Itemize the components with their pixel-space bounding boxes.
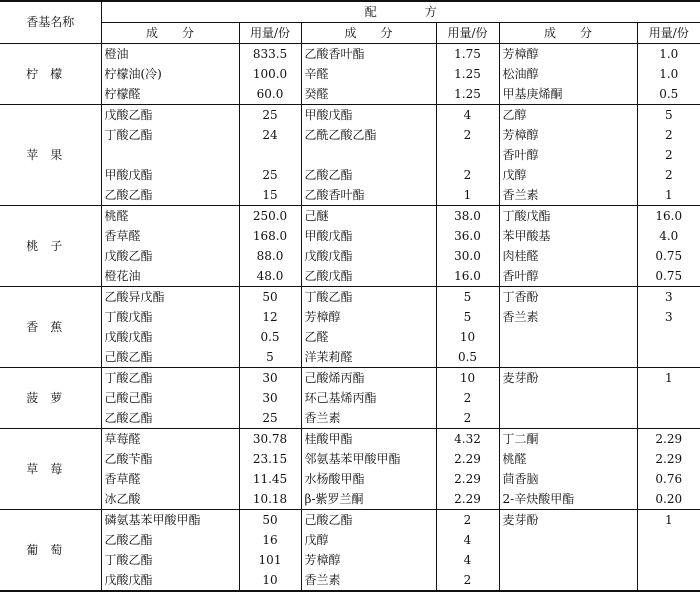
amount-cell: 2 <box>436 570 499 591</box>
fragrance-name: 香蕉 <box>0 287 101 368</box>
amount-cell: 0.76 <box>637 469 700 489</box>
amount-cell: 25 <box>239 408 301 429</box>
fragrance-name: 苹果 <box>0 105 101 206</box>
amount-cell: 88.0 <box>239 246 301 266</box>
component-cell: 戊酸戊酯 <box>101 327 239 347</box>
table-row <box>0 368 700 389</box>
table-row <box>0 550 700 570</box>
table-row <box>0 266 700 287</box>
amount-cell: 30 <box>239 368 301 389</box>
component-cell <box>499 550 637 570</box>
amount-header-2: 用量/份 <box>436 23 499 44</box>
table-row <box>0 84 700 105</box>
amount-cell <box>637 388 700 408</box>
table-row <box>0 449 700 469</box>
amount-cell: 3 <box>637 287 700 308</box>
component-cell: 2-辛炔酸甲酯 <box>499 489 637 510</box>
component-cell: 乙酸戊酯 <box>301 266 436 287</box>
component-cell: 己酸己酯 <box>101 388 239 408</box>
amount-cell: 250.0 <box>239 206 301 227</box>
amount-cell: 2 <box>436 125 499 145</box>
amount-cell: 0.5 <box>436 347 499 368</box>
amount-cell: 1 <box>637 185 700 206</box>
component-cell: 肉桂醛 <box>499 246 637 266</box>
amount-cell: 4 <box>436 105 499 126</box>
amount-cell: 1.0 <box>637 44 700 65</box>
amount-cell: 0.20 <box>637 489 700 510</box>
table-row <box>0 145 700 165</box>
component-cell: 苯甲酸基 <box>499 226 637 246</box>
amount-cell: 25 <box>239 105 301 126</box>
table-row <box>0 408 700 429</box>
component-cell: 乙酸香叶酯 <box>301 44 436 65</box>
component-cell <box>499 530 637 550</box>
amount-cell: 2.29 <box>436 449 499 469</box>
component-cell: 芳樟醇 <box>301 307 436 327</box>
component-cell: 香叶醇 <box>499 145 637 165</box>
component-cell: 丁酸乙酯 <box>101 368 239 389</box>
component-cell: 桂酸甲酯 <box>301 429 436 450</box>
amount-cell: 38.0 <box>436 206 499 227</box>
amount-cell: 0.5 <box>637 84 700 105</box>
component-cell: 丁酸乙酯 <box>301 287 436 308</box>
fragrance-name: 草莓 <box>0 429 101 510</box>
component-cell: 戊醇 <box>301 530 436 550</box>
amount-cell: 2.29 <box>436 489 499 510</box>
amount-cell: 30 <box>239 388 301 408</box>
component-cell: 己酸乙酯 <box>101 347 239 368</box>
amount-cell: 30.0 <box>436 246 499 266</box>
amount-cell: 16.0 <box>436 266 499 287</box>
component-cell: 芳樟醇 <box>301 550 436 570</box>
component-cell: 磷氨基苯甲酸甲酯 <box>101 510 239 531</box>
amount-cell: 10 <box>239 570 301 591</box>
amount-cell: 1 <box>637 510 700 531</box>
component-cell: 戊酸戊酯 <box>301 246 436 266</box>
component-cell: 柠檬醛 <box>101 84 239 105</box>
component-cell: 茴香脑 <box>499 469 637 489</box>
component-cell <box>499 570 637 591</box>
amount-cell: 101 <box>239 550 301 570</box>
component-cell: β-紫罗兰酮 <box>301 489 436 510</box>
component-cell: 芳樟醇 <box>499 44 637 65</box>
amount-cell: 0.75 <box>637 246 700 266</box>
component-cell: 甲酸戊酯 <box>301 226 436 246</box>
component-cell: 辛醛 <box>301 64 436 84</box>
table-row <box>0 206 700 227</box>
component-cell: 乙酸异戊酯 <box>101 287 239 308</box>
amount-cell: 1 <box>637 368 700 389</box>
amount-cell: 2 <box>436 388 499 408</box>
amount-cell: 10.18 <box>239 489 301 510</box>
amount-cell: 60.0 <box>239 84 301 105</box>
header-row-1 <box>0 1 700 23</box>
amount-cell: 2 <box>637 125 700 145</box>
amount-cell: 1.75 <box>436 44 499 65</box>
amount-cell: 0.5 <box>239 327 301 347</box>
component-cell <box>499 347 637 368</box>
table-row <box>0 327 700 347</box>
table-row <box>0 489 700 510</box>
component-cell: 香叶醇 <box>499 266 637 287</box>
table-row <box>0 64 700 84</box>
table-row <box>0 226 700 246</box>
component-cell <box>101 145 239 165</box>
amount-cell: 2 <box>436 165 499 185</box>
component-cell <box>301 145 436 165</box>
amount-cell: 12 <box>239 307 301 327</box>
amount-cell <box>637 530 700 550</box>
component-header-3: 成 分 <box>499 23 637 44</box>
component-header-1: 成 分 <box>101 23 239 44</box>
component-cell: 橙油 <box>101 44 239 65</box>
amount-cell: 4.0 <box>637 226 700 246</box>
amount-header-3: 用量/份 <box>637 23 700 44</box>
component-header-2: 成 分 <box>301 23 436 44</box>
component-cell: 香兰素 <box>499 185 637 206</box>
amount-cell: 4 <box>436 530 499 550</box>
component-cell: 麦芽酚 <box>499 510 637 531</box>
component-cell <box>499 408 637 429</box>
table-row <box>0 246 700 266</box>
component-cell: 乙酸乙酯 <box>101 185 239 206</box>
amount-cell: 10 <box>436 368 499 389</box>
fragrance-name: 柠檬 <box>0 44 101 105</box>
amount-cell <box>637 550 700 570</box>
amount-cell <box>637 408 700 429</box>
table-row <box>0 165 700 185</box>
amount-cell: 15 <box>239 185 301 206</box>
component-cell: 丁酸戊酯 <box>499 206 637 227</box>
component-cell: 香兰素 <box>301 570 436 591</box>
amount-cell <box>637 570 700 591</box>
amount-cell: 1.25 <box>436 64 499 84</box>
component-cell: 橙花油 <box>101 266 239 287</box>
amount-cell: 50 <box>239 287 301 308</box>
amount-cell: 25 <box>239 165 301 185</box>
table-row <box>0 44 700 65</box>
component-cell: 松油醇 <box>499 64 637 84</box>
amount-cell <box>637 347 700 368</box>
amount-cell: 2.29 <box>436 469 499 489</box>
component-cell: 甲酸戊酯 <box>301 105 436 126</box>
component-cell: 柠檬油(冷) <box>101 64 239 84</box>
amount-cell: 36.0 <box>436 226 499 246</box>
amount-cell: 11.45 <box>239 469 301 489</box>
amount-cell: 2 <box>436 408 499 429</box>
component-cell: 香草醛 <box>101 469 239 489</box>
table-row <box>0 469 700 489</box>
component-cell: 桃醛 <box>101 206 239 227</box>
fragrance-name: 桃子 <box>0 206 101 287</box>
component-cell: 邻氨基苯甲酸甲酯 <box>301 449 436 469</box>
component-cell: 草莓醛 <box>101 429 239 450</box>
component-cell: 丁二酮 <box>499 429 637 450</box>
amount-cell <box>239 145 301 165</box>
amount-cell: 1.0 <box>637 64 700 84</box>
component-cell: 麦芽酚 <box>499 368 637 389</box>
component-cell: 环己基烯丙酯 <box>301 388 436 408</box>
amount-cell: 1 <box>436 185 499 206</box>
amount-cell: 10 <box>436 327 499 347</box>
component-cell: 戊酸戊酯 <box>101 570 239 591</box>
component-cell: 乙酸乙酯 <box>301 165 436 185</box>
table-row <box>0 125 700 145</box>
component-cell: 乙酸香叶酯 <box>301 185 436 206</box>
component-cell: 戊酸乙酯 <box>101 246 239 266</box>
amount-cell: 1.25 <box>436 84 499 105</box>
table-row <box>0 388 700 408</box>
component-cell: 乙酰乙酸乙酯 <box>301 125 436 145</box>
amount-cell: 5 <box>637 105 700 126</box>
component-cell: 己醚 <box>301 206 436 227</box>
amount-cell: 50 <box>239 510 301 531</box>
table-row <box>0 510 700 531</box>
amount-cell: 833.5 <box>239 44 301 65</box>
amount-cell: 5 <box>436 307 499 327</box>
fragrance-name: 菠萝 <box>0 368 101 429</box>
component-cell: 香兰素 <box>301 408 436 429</box>
amount-cell: 100.0 <box>239 64 301 84</box>
component-cell: 香草醛 <box>101 226 239 246</box>
component-cell: 芳樟醇 <box>499 125 637 145</box>
component-cell: 甲酸戊酯 <box>101 165 239 185</box>
amount-header-1: 用量/份 <box>239 23 301 44</box>
component-cell: 甲基庚烯酮 <box>499 84 637 105</box>
fragrance-name-header: 香基名称 <box>0 1 101 44</box>
fragrance-name: 葡萄 <box>0 510 101 592</box>
amount-cell: 16.0 <box>637 206 700 227</box>
component-cell: 丁酸乙酯 <box>101 550 239 570</box>
amount-cell: 3 <box>637 307 700 327</box>
table-row <box>0 347 700 368</box>
amount-cell <box>637 327 700 347</box>
component-cell: 水杨酸甲酯 <box>301 469 436 489</box>
component-cell: 丁酸戊酯 <box>101 307 239 327</box>
table-row <box>0 530 700 550</box>
formula-header: 配 方 <box>101 1 700 23</box>
amount-cell: 5 <box>239 347 301 368</box>
component-cell: 桃醛 <box>499 449 637 469</box>
component-cell: 乙酸乙酯 <box>101 408 239 429</box>
amount-cell: 24 <box>239 125 301 145</box>
header-row-2 <box>0 23 700 44</box>
component-cell: 乙醛 <box>301 327 436 347</box>
amount-cell: 2 <box>436 510 499 531</box>
table-row <box>0 307 700 327</box>
amount-cell: 48.0 <box>239 266 301 287</box>
amount-cell: 2.29 <box>637 429 700 450</box>
component-cell: 乙酸苄酯 <box>101 449 239 469</box>
amount-cell: 0.75 <box>637 266 700 287</box>
table-row <box>0 570 700 591</box>
amount-cell: 5 <box>436 287 499 308</box>
component-cell: 己酸烯丙酯 <box>301 368 436 389</box>
amount-cell: 2 <box>637 165 700 185</box>
component-cell: 乙醇 <box>499 105 637 126</box>
component-cell: 洋茉莉醛 <box>301 347 436 368</box>
component-cell: 丁香酚 <box>499 287 637 308</box>
component-cell: 戊酸乙酯 <box>101 105 239 126</box>
table-row <box>0 185 700 206</box>
table-row <box>0 429 700 450</box>
component-cell: 戊醇 <box>499 165 637 185</box>
amount-cell: 168.0 <box>239 226 301 246</box>
component-cell: 己酸乙酯 <box>301 510 436 531</box>
component-cell: 乙酸乙酯 <box>101 530 239 550</box>
amount-cell: 4 <box>436 550 499 570</box>
table-row <box>0 287 700 308</box>
amount-cell: 2.29 <box>637 449 700 469</box>
component-cell: 癸醛 <box>301 84 436 105</box>
amount-cell: 16 <box>239 530 301 550</box>
component-cell <box>499 388 637 408</box>
amount-cell: 30.78 <box>239 429 301 450</box>
component-cell <box>499 327 637 347</box>
table-body <box>0 44 700 592</box>
component-cell: 香兰素 <box>499 307 637 327</box>
amount-cell: 2 <box>637 145 700 165</box>
component-cell: 冰乙酸 <box>101 489 239 510</box>
component-cell: 丁酸乙酯 <box>101 125 239 145</box>
amount-cell: 23.15 <box>239 449 301 469</box>
table-row <box>0 105 700 126</box>
amount-cell <box>436 145 499 165</box>
amount-cell: 4.32 <box>436 429 499 450</box>
